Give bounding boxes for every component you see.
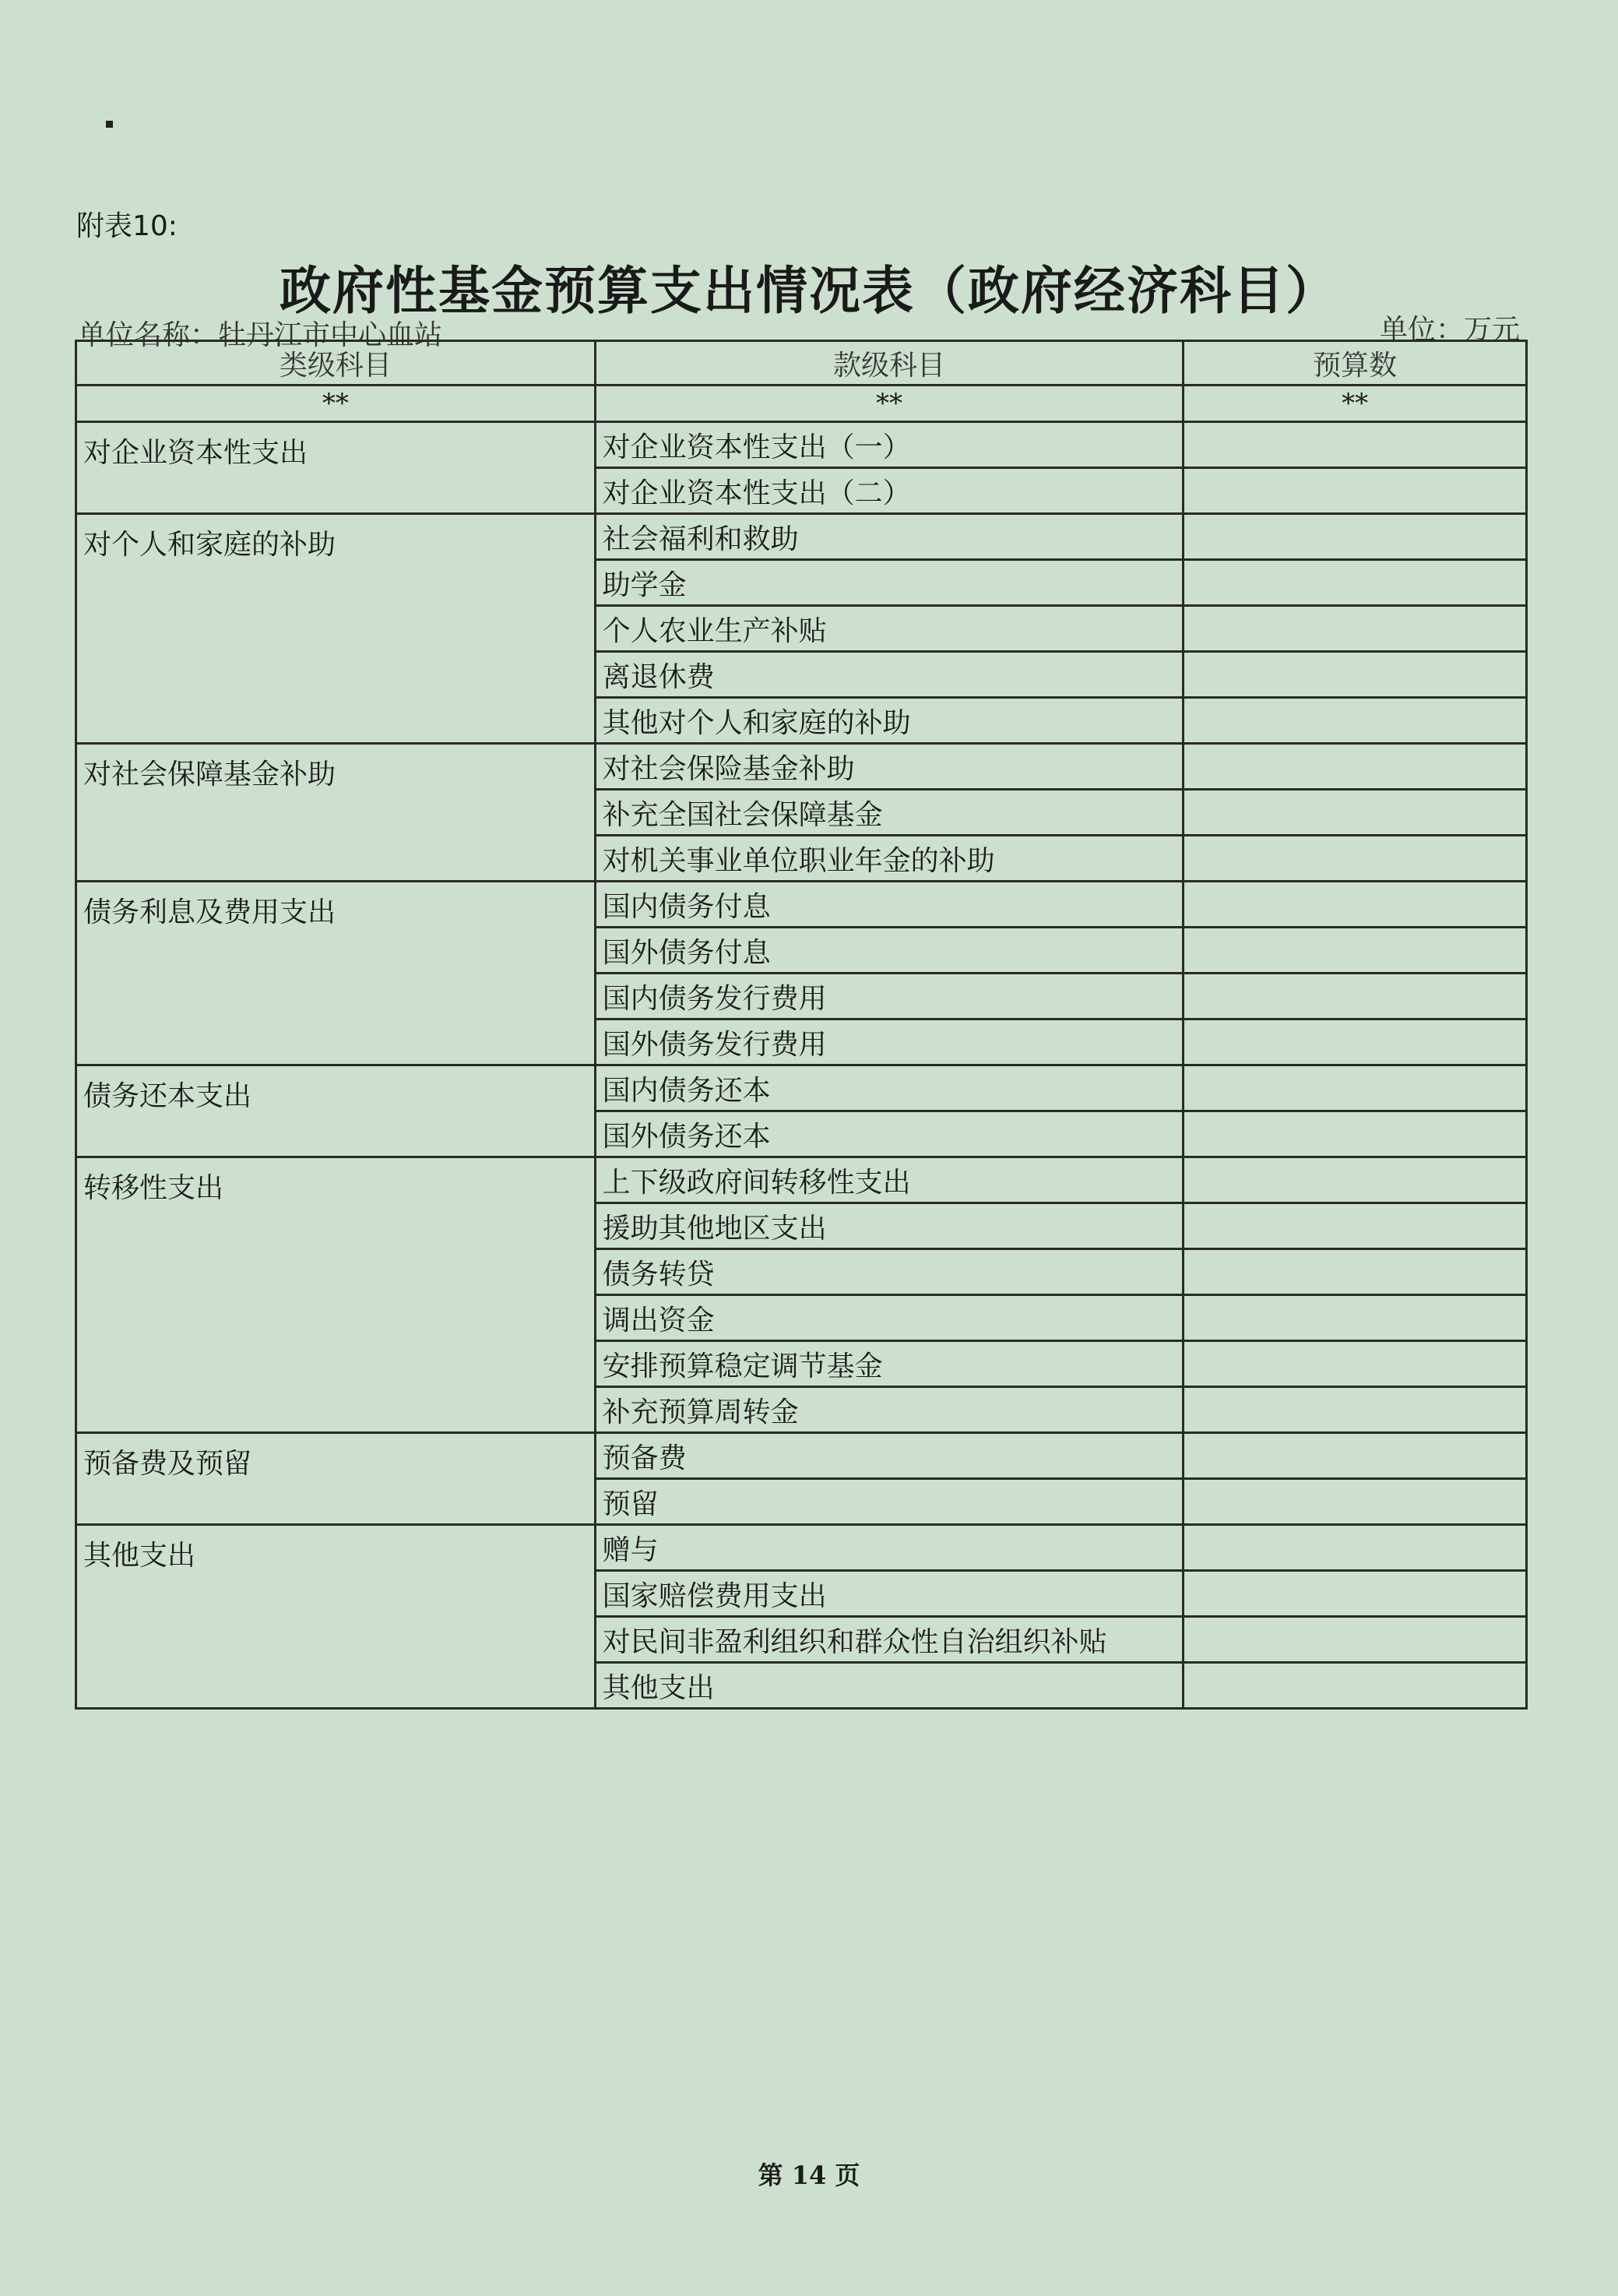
star-cell: ** bbox=[76, 386, 596, 422]
budget-cell bbox=[1184, 1525, 1527, 1571]
item-cell: 其他支出 bbox=[595, 1663, 1184, 1709]
item-cell: 国外债务还本 bbox=[595, 1111, 1184, 1157]
budget-cell bbox=[1184, 468, 1527, 514]
item-cell: 预留 bbox=[595, 1479, 1184, 1525]
category-cell: 其他支出 bbox=[76, 1525, 596, 1709]
col-header-item: 款级科目 bbox=[595, 341, 1184, 386]
item-cell: 国内债务还本 bbox=[595, 1065, 1184, 1111]
item-cell: 国外债务发行费用 bbox=[595, 1019, 1184, 1065]
item-cell: 补充全国社会保障基金 bbox=[595, 790, 1184, 836]
category-cell: 对企业资本性支出 bbox=[76, 422, 596, 514]
item-cell: 国内债务发行费用 bbox=[595, 974, 1184, 1019]
item-cell: 对社会保险基金补助 bbox=[595, 744, 1184, 790]
table-row bbox=[76, 422, 1527, 468]
budget-cell bbox=[1184, 422, 1527, 468]
budget-cell bbox=[1184, 928, 1527, 974]
item-cell: 调出资金 bbox=[595, 1295, 1184, 1341]
page-title: 政府性基金预算支出情况表（政府经济科目） bbox=[280, 261, 1338, 321]
budget-cell bbox=[1184, 1111, 1527, 1157]
col-header-category: 类级科目 bbox=[76, 341, 596, 386]
budget-table bbox=[75, 340, 1528, 1710]
item-cell: 个人农业生产补贴 bbox=[595, 606, 1184, 652]
budget-cell bbox=[1184, 1295, 1527, 1341]
category-cell: 债务还本支出 bbox=[76, 1065, 596, 1157]
budget-cell bbox=[1184, 744, 1527, 790]
item-cell: 预备费 bbox=[595, 1433, 1184, 1479]
attachment-label: 附表10: bbox=[76, 210, 178, 242]
item-cell: 助学金 bbox=[595, 560, 1184, 606]
item-cell: 对企业资本性支出（二） bbox=[595, 468, 1184, 514]
budget-cell bbox=[1184, 1157, 1527, 1203]
category-cell: 对社会保障基金补助 bbox=[76, 744, 596, 882]
col-header-budget: 预算数 bbox=[1184, 341, 1527, 386]
table-body bbox=[76, 422, 1527, 1709]
budget-cell bbox=[1184, 1019, 1527, 1065]
item-cell: 国外债务付息 bbox=[595, 928, 1184, 974]
budget-cell bbox=[1184, 1203, 1527, 1249]
item-cell: 安排预算稳定调节基金 bbox=[595, 1341, 1184, 1387]
page-number: 第 14 页 bbox=[758, 2160, 860, 2190]
item-cell: 债务转贷 bbox=[595, 1249, 1184, 1295]
item-cell: 补充预算周转金 bbox=[595, 1387, 1184, 1433]
star-cell: ** bbox=[1184, 386, 1527, 422]
table-row bbox=[76, 1157, 1527, 1203]
item-cell: 国家赔偿费用支出 bbox=[595, 1571, 1184, 1617]
item-cell: 社会福利和救助 bbox=[595, 514, 1184, 560]
budget-cell bbox=[1184, 1387, 1527, 1433]
budget-cell bbox=[1184, 1341, 1527, 1387]
budget-cell bbox=[1184, 1571, 1527, 1617]
table-row bbox=[76, 882, 1527, 928]
currency-unit: 单位：万元 bbox=[1379, 314, 1520, 346]
budget-cell bbox=[1184, 1249, 1527, 1295]
table-row bbox=[76, 1433, 1527, 1479]
budget-cell bbox=[1184, 652, 1527, 698]
table-row bbox=[76, 1065, 1527, 1111]
budget-cell bbox=[1184, 1617, 1527, 1663]
table-row bbox=[76, 744, 1527, 790]
item-cell: 离退休费 bbox=[595, 652, 1184, 698]
category-cell: 转移性支出 bbox=[76, 1157, 596, 1433]
budget-cell bbox=[1184, 606, 1527, 652]
item-cell: 赠与 bbox=[595, 1525, 1184, 1571]
header-row bbox=[76, 341, 1527, 386]
table-row bbox=[76, 514, 1527, 560]
budget-cell bbox=[1184, 1065, 1527, 1111]
budget-cell bbox=[1184, 882, 1527, 928]
budget-cell bbox=[1184, 836, 1527, 882]
budget-cell bbox=[1184, 1479, 1527, 1525]
item-cell: 对民间非盈利组织和群众性自治组织补贴 bbox=[595, 1617, 1184, 1663]
category-cell: 预备费及预留 bbox=[76, 1433, 596, 1525]
item-cell: 对机关事业单位职业年金的补助 bbox=[595, 836, 1184, 882]
budget-cell bbox=[1184, 560, 1527, 606]
budget-cell bbox=[1184, 790, 1527, 836]
category-cell: 债务利息及费用支出 bbox=[76, 882, 596, 1065]
star-row bbox=[76, 386, 1527, 422]
category-cell: 对个人和家庭的补助 bbox=[76, 514, 596, 744]
item-cell: 国内债务付息 bbox=[595, 882, 1184, 928]
budget-cell bbox=[1184, 974, 1527, 1019]
star-cell: ** bbox=[595, 386, 1184, 422]
item-cell: 对企业资本性支出（一） bbox=[595, 422, 1184, 468]
budget-cell bbox=[1184, 1663, 1527, 1709]
scan-mark bbox=[106, 121, 113, 128]
item-cell: 援助其他地区支出 bbox=[595, 1203, 1184, 1249]
budget-cell bbox=[1184, 1433, 1527, 1479]
item-cell: 上下级政府间转移性支出 bbox=[595, 1157, 1184, 1203]
item-cell: 其他对个人和家庭的补助 bbox=[595, 698, 1184, 744]
budget-cell bbox=[1184, 514, 1527, 560]
budget-cell bbox=[1184, 698, 1527, 744]
table-row bbox=[76, 1525, 1527, 1571]
unit-name: 单位名称：牡丹江市中心血站 bbox=[78, 319, 443, 351]
